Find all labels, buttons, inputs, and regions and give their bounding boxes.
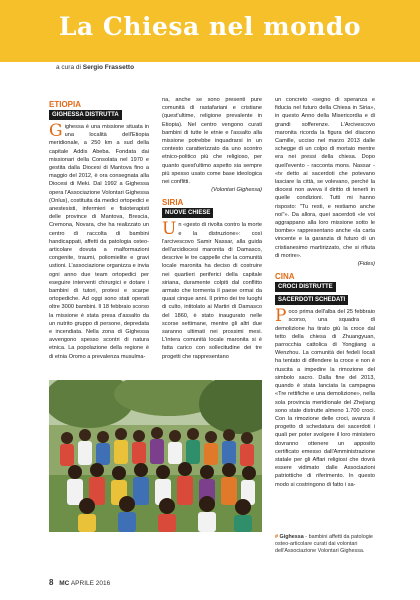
cina-body <box>275 308 375 488</box>
siria-body <box>162 221 262 360</box>
byline <box>56 64 134 71</box>
byline-prefix: a cura di <box>56 64 81 71</box>
section-title: La Chiesa nel mondo <box>58 12 362 41</box>
magazine-name: MC <box>59 580 70 587</box>
region-sacerdoti-schedati: SACERDOTI SCHEDATI <box>275 295 348 305</box>
dropcap-p: P <box>275 306 287 327</box>
siria-signoff: (Fides) <box>357 261 375 268</box>
column-3 <box>275 96 375 489</box>
siria-text-1: n «gesto di rivolta contro la morte e la distruzione»: così l'arcivescovo Samir Nassar, alla guida dell'arcidiocesi maronita di Damasco, descrive le tre cappelle che la comunità locale maronita ha deciso di costruire nei quartieri periferici della capitale siriana, duramente colpiti dal conflitto armato che tormenta il paese ormai da quasi cinque anni. Il primo dei tre luoghi di culto, intitolato ai Martiri di Damasco del 1860, è stato inaugurato nelle scorse settimane, mentre gli altri due saranno ultimati nei prossimi mesi. L'intera comunità locale maronita si è fatta carico con sollecitudine dei tre progetti che rappresentano <box>162 222 262 360</box>
byline-author: Sergio Frassetto <box>82 64 135 71</box>
gighessa-children-photo <box>49 380 262 532</box>
region-nuove-chiese: NUOVE CHIESE <box>162 208 213 218</box>
photo-illustration <box>49 380 262 532</box>
cina-text: oco prima dell'alba del 25 febbraio scorso, una squadra di demolizione ha tirato giù la croce dal tetto della chiesa di Zhuangyuan, parrocchia cattolica di Yongjiang a Wenzhou. La comunità dei fedeli locali ha tentato di difendere la croce e non è riuscita a impedire la rimozione del simbolo sacro. Dalla fine del 2013, quando è stata lanciata la campagna «Tre rettifiche e una demolizione», nella sola provincia meridionale del Zhejiang sono state distrutte almeno 1.700 croci. Con la rimozione delle croci, avanza il progetto di schedatura dei sacerdoti i quali per poter svolgere il loro ministero dovranno ottenere un apposito certificato emesso dall'Amministrazione statale per gli Affari religiosi che dovrà essere vidimato dalle Associazioni patriottiche di riferimento. In questo modo si costringono di fatto i sa- <box>275 309 375 488</box>
siria-text-2: un concreto «segno di speranza e fiducia nel futuro della Chiesa in Siria», in questo Anno della Misericordia e di grandi sofferenze. L'Arcivescovo maronita ricorda la figura del diacono Camille, ucciso nel marzo 2013 dalle schegge di un colpo di mortaio mentre era nei pressi della chiesa. Dopo quell'evento - racconta mons. Nassar - «tv detto ai sacerdoti che potevano lasciare la città, se volevano, perché la diocesi non aveva il diritto di tenerli in quelle condizioni. Tutti mi hanno risposto: "Tu resti, e restiamo anche noi"». Da allora, quei sacerdoti «le voi aggrappano alla loro missione sotto le bombe» rappresentano anche «la carta vincente e la garanzia di futuro di un cristianesimo martirizzato, che si rifiuta di morire». <box>275 97 375 259</box>
issue-date: APRILE 2016 <box>70 580 111 587</box>
etiopia-text-1: ighessa è una missione situata in una località dell'Etiopia meridionale, a 250 km a sud della capitale Addis Abeba. Fondata dai missionari della Consolata nel 1970 e gestita dalla Diocesi di Mantova fino a maggio del 2012, è ora consegnata alla Diocesi di Meki. Dal 1992 a Gighessa opera l'Associazione Volontari Gighessa (Onlus), costituita da medici ortopedici e anestesisti, infermieri e fisioterapisti delle province di Mantova, Brescia, Cremona, Novara, che ha realizzato un centro di raccolta di bambini handicappati, affetti da patologia osteo-articolare dovuta a malformazioni congenite, traumi, poliomielite e gravi ustioni. L'associazione organizza e invia ogni anno due team ortopedici per eseguire interventi chirurgici e dotare i bambini di tutori, protesi e scarpe ortopediche. Ad oggi sono stati operati oltre 3000 bambini. Il 18 febbraio scorso la missione è stata presa d'assalto da un nutrito gruppo di persone, depredata e incendiata. Nella zona di Gighessa avvengono spesso scontri di natura etnica. La popolazione della regione è di etnia Oromo a prevalenza musulma- <box>49 124 149 360</box>
country-etiopia: ETIOPIA <box>49 100 82 109</box>
region-gighessa: GIGHESSA DISTRUTTA <box>49 110 122 120</box>
etiopia-signoff: (Volontari Gighessa) <box>211 187 262 194</box>
etiopia-text-2: na, anche se sono presenti pure comunità di rastafariani e cristiane (quest'ultime, religione prevalente in Etiopia). Nel centro vengono curati bambini di tutte le etnie e l'assalto alla missione potrebbe inquadrarsi in un contesto caratterizzato da uno scontro etnico-politico più che religioso, per quanto quest'ultimo aspetto sia sempre più spesso usato come base ideologica nei conflitti. <box>162 97 262 186</box>
etiopia-body <box>49 123 149 361</box>
page-number: 8 <box>49 578 54 587</box>
photo-caption <box>275 534 375 555</box>
caption-text: - bambini affetti da patologie osteo-articolare curati dai volontari dell'Associazione Volontari Gighessa. <box>275 534 373 554</box>
dropcap-g: G <box>49 121 63 141</box>
page-footer <box>49 578 110 587</box>
header-banner <box>0 0 420 62</box>
region-croci-distrutte: CROCI DISTRUTTE <box>275 282 336 292</box>
column-2 <box>162 96 262 361</box>
caption-hash: # <box>275 534 278 540</box>
dropcap-u: U <box>162 219 177 240</box>
country-siria: SIRIA <box>162 198 184 208</box>
country-cina: CINA <box>275 272 295 282</box>
column-1 <box>49 96 149 361</box>
caption-place: Gighessa <box>279 534 304 540</box>
